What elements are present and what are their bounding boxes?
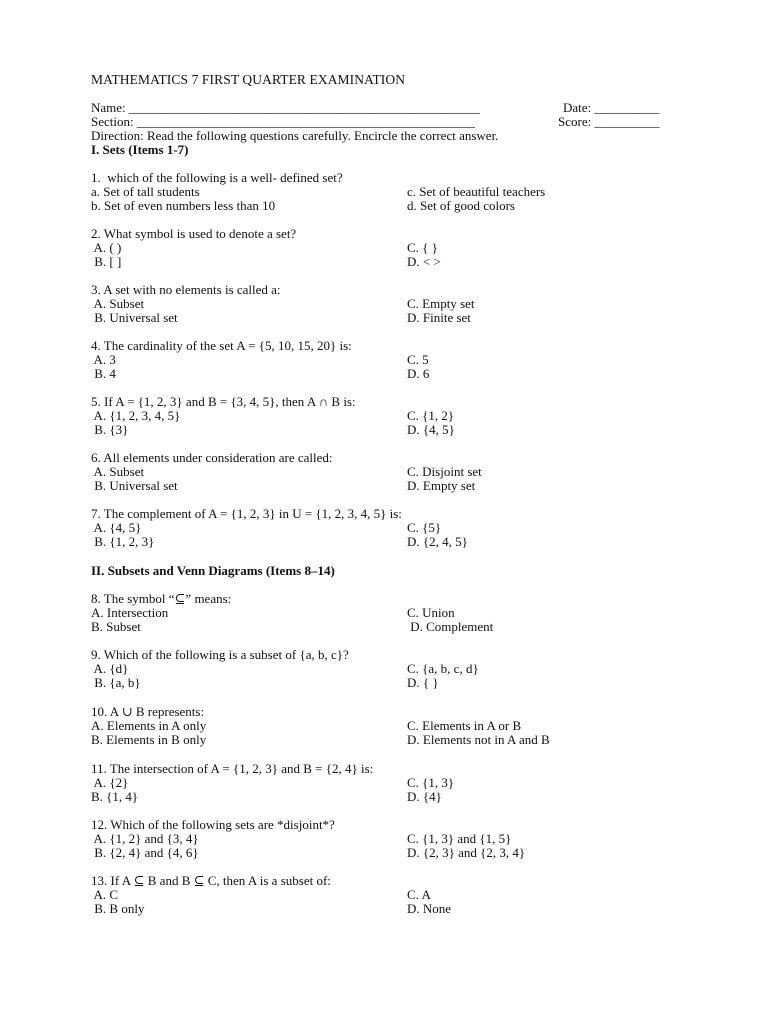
choice-a[interactable]: A. Intersection <box>91 605 169 620</box>
question-2 <box>91 227 691 269</box>
choice-c[interactable]: c. Set of beautiful teachers <box>407 184 546 199</box>
choice-a[interactable]: A. 3 <box>91 352 116 367</box>
choice-b[interactable]: B. Elements in B only <box>91 732 207 747</box>
choice-a[interactable]: A. Subset <box>91 464 145 479</box>
question-stem: 9. Which of the following is a subset of {a, b, c}? <box>91 647 349 662</box>
choice-a[interactable]: A. {4, 5} <box>91 520 142 535</box>
section-field-label: Section: ____________________________________________________ <box>91 114 475 129</box>
question-13 <box>91 874 691 916</box>
question-9 <box>91 648 691 690</box>
choice-c[interactable]: C. Union <box>407 605 455 620</box>
score-field-label: Score: __________ <box>558 114 660 129</box>
question-5 <box>91 395 691 437</box>
choice-a[interactable]: A. Elements in A only <box>91 718 207 733</box>
choice-a[interactable]: A. {2} <box>91 775 129 790</box>
choice-d[interactable]: D. Empty set <box>407 478 476 493</box>
choice-d[interactable]: D. {2, 3} and {2, 3, 4} <box>407 845 526 860</box>
choice-c[interactable]: C. {1, 3} and {1, 5} <box>407 831 512 846</box>
choice-b[interactable]: B. {1, 2, 3} <box>91 534 155 549</box>
choice-b[interactable]: B. Universal set <box>91 310 178 325</box>
question-stem: 1. which of the following is a well- defined set? <box>91 170 343 185</box>
question-stem: 12. Which of the following sets are *disjoint*? <box>91 817 335 832</box>
choice-d[interactable]: d. Set of good colors <box>407 198 515 213</box>
section-heading-subsets: II. Subsets and Venn Diagrams (Items 8–14) <box>91 563 335 578</box>
choice-d[interactable]: D. Finite set <box>407 310 471 325</box>
choice-c[interactable]: C. {1, 2} <box>407 408 455 423</box>
question-8 <box>91 592 691 634</box>
question-3 <box>91 283 691 325</box>
question-stem: 8. The symbol “⊆” means: <box>91 591 232 606</box>
question-stem: 7. The complement of A = {1, 2, 3} in U = {1, 2, 3, 4, 5} is: <box>91 506 402 521</box>
exam-title: MATHEMATICS 7 FIRST QUARTER EXAMINATION <box>91 72 406 87</box>
question-stem: 2. What symbol is used to denote a set? <box>91 226 297 241</box>
question-stem: 10. A ∪ B represents: <box>91 704 205 719</box>
choice-b[interactable]: B. {2, 4} and {4, 6} <box>91 845 199 860</box>
choice-d[interactable]: D. 6 <box>407 366 430 381</box>
choice-b[interactable]: B. B only <box>91 901 145 916</box>
date-field-label: Date: __________ <box>563 100 660 115</box>
choice-b[interactable]: B. Subset <box>91 619 141 634</box>
direction-text: Direction: Read the following questions carefully. Encircle the correct answer. <box>91 128 499 143</box>
choice-a[interactable]: a. Set of tall students <box>91 184 200 199</box>
choice-d[interactable]: D. Elements not in A and B <box>407 732 550 747</box>
choice-c[interactable]: C. Elements in A or B <box>407 718 522 733</box>
choice-c[interactable]: C. {5} <box>407 520 442 535</box>
choice-b[interactable]: B. {a, b} <box>91 675 141 690</box>
choice-c[interactable]: C. Disjoint set <box>407 464 482 479</box>
choice-d[interactable]: D. {4} <box>407 789 442 804</box>
question-stem: 4. The cardinality of the set A = {5, 10, 15, 20} is: <box>91 338 352 353</box>
choice-d[interactable]: D. None <box>407 901 452 916</box>
choice-d[interactable]: D. {4, 5} <box>407 422 455 437</box>
choice-d[interactable]: D. {2, 4, 5} <box>407 534 468 549</box>
question-6 <box>91 451 691 493</box>
question-stem: 11. The intersection of A = {1, 2, 3} and B = {2, 4} is: <box>91 761 374 776</box>
choice-c[interactable]: C. Empty set <box>407 296 475 311</box>
choice-d[interactable]: D. Complement <box>407 619 494 634</box>
choice-a[interactable]: A. C <box>91 887 119 902</box>
question-11 <box>91 762 691 804</box>
choice-a[interactable]: A. {1, 2} and {3, 4} <box>91 831 199 846</box>
choice-b[interactable]: b. Set of even numbers less than 10 <box>91 198 276 213</box>
choice-c[interactable]: C. { } <box>407 240 438 255</box>
choice-b[interactable]: B. Universal set <box>91 478 178 493</box>
choice-d[interactable]: D. { } <box>407 675 439 690</box>
choice-b[interactable]: B. {3} <box>91 422 129 437</box>
question-stem: 6. All elements under consideration are called: <box>91 450 333 465</box>
question-1 <box>91 171 691 213</box>
choice-a[interactable]: A. {1, 2, 3, 4, 5} <box>91 408 181 423</box>
question-10 <box>91 705 691 747</box>
choice-c[interactable]: C. A <box>407 887 431 902</box>
question-stem: 13. If A ⊆ B and B ⊆ C, then A is a subset of: <box>91 873 331 888</box>
question-7 <box>91 507 691 549</box>
section-heading-sets: I. Sets (Items 1-7) <box>91 142 189 157</box>
choice-b[interactable]: B. [ ] <box>91 254 122 269</box>
question-12 <box>91 818 691 860</box>
choice-a[interactable]: A. {d} <box>91 661 129 676</box>
question-stem: 5. If A = {1, 2, 3} and B = {3, 4, 5}, then A ∩ B is: <box>91 394 356 409</box>
choice-c[interactable]: C. 5 <box>407 352 429 367</box>
choice-c[interactable]: C. {1, 3} <box>407 775 455 790</box>
question-4 <box>91 339 691 381</box>
question-stem: 3. A set with no elements is called a: <box>91 282 281 297</box>
choice-a[interactable]: A. ( ) <box>91 240 122 255</box>
choice-b[interactable]: B. {1, 4} <box>91 789 139 804</box>
choice-c[interactable]: C. {a, b, c, d} <box>407 661 479 676</box>
choice-a[interactable]: A. Subset <box>91 296 145 311</box>
choice-d[interactable]: D. < > <box>407 254 441 269</box>
choice-b[interactable]: B. 4 <box>91 366 116 381</box>
name-field-label: Name: ______________________________________________________ <box>91 100 480 115</box>
